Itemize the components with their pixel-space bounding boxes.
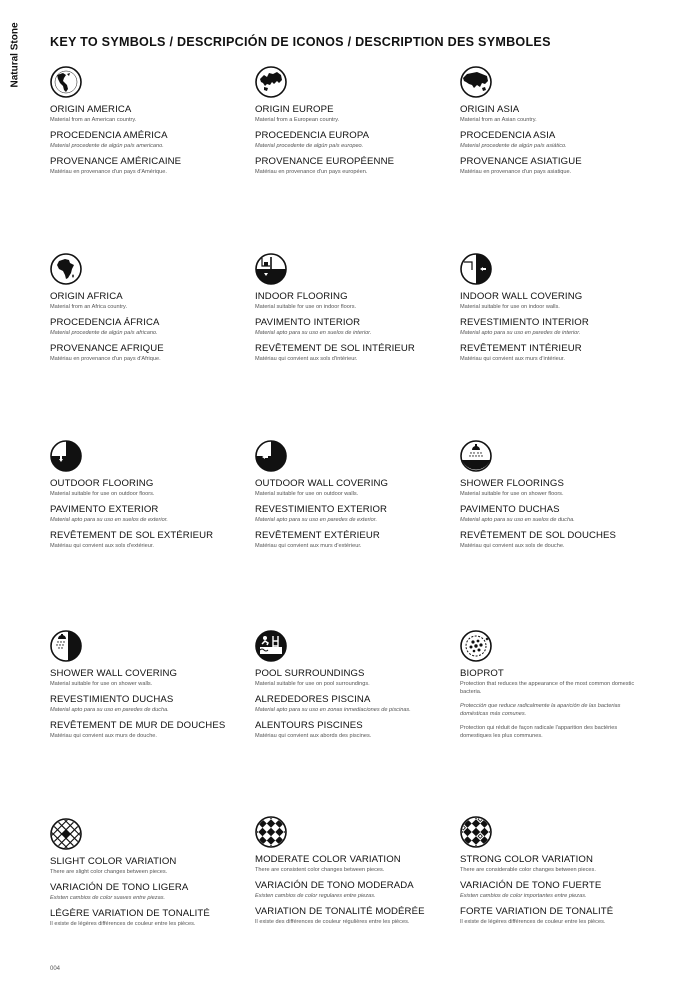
en-desc: Protection that reduces the appearance of the most common domestic bacteria. (460, 681, 635, 695)
page-number: 004 (50, 966, 61, 972)
globe-africa-icon (50, 253, 82, 285)
es-label: PROCEDENCIA AMÉRICA (50, 130, 168, 141)
es-label: PROCEDENCIA EUROPA (255, 130, 370, 141)
es-label: PROCEDENCIA ASIA (460, 130, 556, 141)
fr-label: ALENTOURS PISCINES (255, 720, 363, 731)
fr-label: REVÊTEMENT EXTÉRIEUR (255, 530, 380, 541)
en-label: OUTDOOR WALL COVERING (255, 478, 389, 489)
fr-desc: Matériau en provenance d'un pays asiatique. (460, 169, 572, 175)
en-desc: Material from a European country. (255, 117, 340, 123)
en-desc: Material from an Africa country. (50, 304, 127, 310)
es-desc: Existen cambios de color importantes entre piezas. (460, 893, 587, 899)
es-label: VARIACIÓN DE TONO LIGERA (50, 882, 189, 893)
en-label: ORIGIN AMERICA (50, 104, 132, 115)
es-desc: Material procedente de algún país europeo. (255, 143, 364, 149)
es-label: PAVIMENTO EXTERIOR (50, 504, 159, 515)
en-label: OUTDOOR FLOORING (50, 478, 154, 489)
fr-label: PROVENANCE ASIATIGUE (460, 156, 582, 167)
fr-desc: Il existe des différences de couleur régulières entre les pièces. (255, 919, 410, 925)
es-desc: Material apto para su uso en suelos de ducha. (460, 517, 575, 523)
outdoor-flooring-icon (50, 440, 82, 472)
globe-asia-icon (460, 66, 492, 98)
symbol-shower-wall-covering (50, 630, 245, 746)
bioprot-icon (460, 630, 492, 662)
slight-color-variation-icon (50, 818, 82, 850)
es-desc: Material procedente de algún país americano. (50, 143, 164, 149)
fr-desc: Il existe de légères différences de couleur entre les pièces. (460, 919, 606, 925)
fr-desc: Matériau qui convient aux sols de douche. (460, 543, 565, 549)
en-desc: There are considerable color changes between pieces. (460, 867, 596, 873)
es-desc: Material apto para su uso en suelos de interior. (255, 330, 372, 336)
es-desc: Material apto para su uso en paredes de exterior. (255, 517, 377, 523)
outdoor-wall-covering-icon (255, 440, 287, 472)
es-label: REVESTIMIENTO EXTERIOR (255, 504, 388, 515)
symbol-outdoor-wall-covering (255, 440, 450, 556)
fr-desc: Matériau qui convient aux murs d'extérieur. (255, 543, 362, 549)
en-desc: Material suitable for use on indoor walls. (460, 304, 560, 310)
en-label: INDOOR WALL COVERING (460, 291, 583, 302)
en-desc: Material suitable for use on indoor floors. (255, 304, 357, 310)
es-label: VARIACIÓN DE TONO FUERTE (460, 880, 602, 891)
symbol-slight-color-variation (50, 818, 245, 934)
fr-label: FORTE VARIATION DE TONALITÉ (460, 906, 614, 917)
en-desc: Material suitable for use on shower walls. (50, 681, 153, 687)
es-label: PAVIMENTO DUCHAS (460, 504, 560, 515)
fr-label: REVÊTEMENT DE SOL EXTÉRIEUR (50, 530, 214, 541)
es-desc: Material apto para su uso en paredes de ducha. (50, 707, 169, 713)
en-label: ORIGIN EUROPE (255, 104, 334, 115)
en-label: BIOPROT (460, 668, 504, 679)
shower-wall-covering-icon (50, 630, 82, 662)
en-label: SHOWER WALL COVERING (50, 668, 178, 679)
fr-label: LÉGÈRE VARIATION DE TONALITÉ (50, 908, 210, 919)
es-label: PAVIMENTO INTERIOR (255, 317, 361, 328)
es-desc: Material apto para su uso en suelos de exterior. (50, 517, 168, 523)
es-label: PROCEDENCIA ÁFRICA (50, 317, 160, 328)
fr-label: REVÊTEMENT DE SOL DOUCHES (460, 530, 617, 541)
symbol-origin-africa (50, 253, 245, 369)
es-label: REVESTIMIENTO INTERIOR (460, 317, 589, 328)
fr-desc: Matériau en provenance d'un pays d'Amérique. (50, 169, 167, 175)
symbol-origin-asia (460, 66, 655, 182)
es-label: VARIACIÓN DE TONO MODERADA (255, 880, 414, 891)
symbol-origin-europe (255, 66, 450, 182)
fr-desc: Matériau qui convient aux murs de douche. (50, 733, 157, 739)
en-desc: Material suitable for use on shower floors. (460, 491, 564, 497)
en-label: INDOOR FLOORING (255, 291, 348, 302)
fr-label: REVÊTEMENT DE SOL INTÉRIEUR (255, 343, 415, 354)
en-label: STRONG COLOR VARIATION (460, 854, 593, 865)
en-desc: Material suitable for use on outdoor walls. (255, 491, 359, 497)
fr-label: REVÊTEMENT DE MUR DE DOUCHES (50, 720, 226, 731)
en-desc: There are slight color changes between pieces. (50, 869, 168, 875)
indoor-flooring-icon (255, 253, 287, 285)
globe-americas-icon (50, 66, 82, 98)
symbol-strong-color-variation (460, 816, 655, 932)
en-label: SLIGHT COLOR VARIATION (50, 856, 177, 867)
symbol-moderate-color-variation (255, 816, 450, 932)
en-label: ORIGIN AFRICA (50, 291, 123, 302)
es-desc: Material procedente de algún país asiático. (460, 143, 567, 149)
es-desc: Material apto para su uso en zonas inmediaciones de piscinas. (255, 707, 411, 713)
fr-desc: Matériau qui convient aux sols d'intérieur. (255, 356, 358, 362)
en-desc: Material from an American country. (50, 117, 137, 123)
globe-europe-icon (255, 66, 287, 98)
fr-label: VARIATION DE TONALITÉ MODÉRÉE (255, 906, 425, 917)
es-desc: Material apto para su uso en paredes de interior. (460, 330, 581, 336)
pool-surroundings-icon (255, 630, 287, 662)
symbol-pool-surroundings (255, 630, 450, 746)
en-label: MODERATE COLOR VARIATION (255, 854, 401, 865)
es-label: REVESTIMIENTO DUCHAS (50, 694, 174, 705)
fr-desc: Matériau qui convient aux abords des piscines. (255, 733, 372, 739)
fr-desc: Matériau qui convient aux murs d'intérieur. (460, 356, 565, 362)
en-label: POOL SURROUNDINGS (255, 668, 365, 679)
symbol-indoor-flooring (255, 253, 450, 369)
en-label: SHOWER FLOORINGS (460, 478, 564, 489)
moderate-color-variation-icon (255, 816, 287, 848)
es-desc: Material procedente de algún país africano. (50, 330, 158, 336)
es-desc: Protección que reduce radicalmente la aparición de las bacterias domésticas más comunes. (460, 703, 621, 717)
fr-label: PROVENANCE AMÉRICAINE (50, 156, 182, 167)
indoor-wall-covering-icon (460, 253, 492, 285)
fr-desc: Matériau en provenance d'un pays européen. (255, 169, 368, 175)
symbol-outdoor-flooring (50, 440, 245, 556)
en-desc: There are consistent color changes between pieces. (255, 867, 385, 873)
en-label: ORIGIN ASIA (460, 104, 520, 115)
fr-desc: Matériau qui convient aux sols d'extérieur. (50, 543, 154, 549)
es-desc: Existen cambios de color suaves entre piezas. (50, 895, 166, 901)
fr-label: PROVENANCE AFRIQUE (50, 343, 164, 354)
fr-desc: Protection qui réduit de façon radicale l'apparition des bactéries domestiques les plus communes. (460, 725, 618, 739)
symbol-origin-america (50, 66, 245, 182)
en-desc: Material suitable for use on outdoor floors. (50, 491, 155, 497)
symbol-bioprot (460, 630, 655, 746)
symbol-shower-floorings (460, 440, 655, 556)
fr-label: PROVENANCE EUROPÉENNE (255, 156, 395, 167)
page-title: KEY TO SYMBOLS / DESCRIPCIÓN DE ICONOS / DESCRIPTION DES SYMBOLES (50, 35, 551, 49)
es-desc: Existen cambios de color regulares entre piezas. (255, 893, 376, 899)
en-desc: Material from an Asian country. (460, 117, 537, 123)
strong-color-variation-icon (460, 816, 492, 848)
shower-flooring-icon (460, 440, 492, 472)
en-desc: Material suitable for use on pool surroundings. (255, 681, 370, 687)
symbol-indoor-wall-covering (460, 253, 655, 369)
side-label: Natural Stone (9, 22, 21, 88)
fr-desc: Il existe de légères différences de couleur entre les pièces. (50, 921, 196, 927)
fr-label: REVÊTEMENT INTÉRIEUR (460, 343, 582, 354)
fr-desc: Matériau en provenance d'un pays d'Afrique. (50, 356, 161, 362)
es-label: ALREDEDORES PISCINA (255, 694, 371, 705)
